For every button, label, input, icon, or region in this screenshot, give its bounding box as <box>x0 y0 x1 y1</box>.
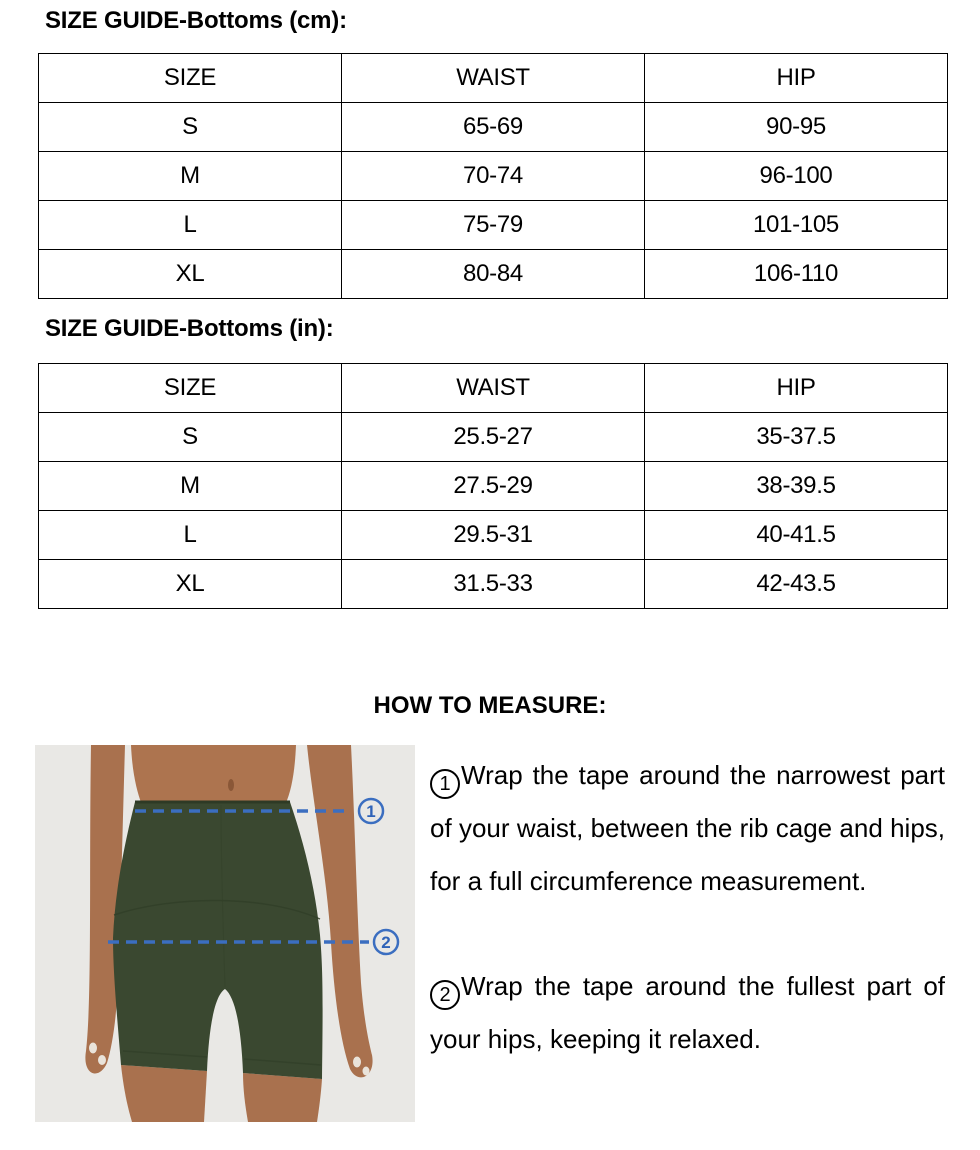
cell-waist: 27.5-29 <box>342 462 645 511</box>
header-hip: HIP <box>645 54 948 103</box>
right-hand-nail <box>353 1057 361 1068</box>
table-header-row <box>39 364 948 413</box>
instruction-step-1 <box>430 749 945 908</box>
table-header-row <box>39 54 948 103</box>
table-row <box>39 462 948 511</box>
navel <box>228 779 234 791</box>
instruction-step-2-text: Wrap the tape around the fullest part of your hips, keeping it relaxed. <box>430 971 945 1054</box>
left-hand-nail <box>98 1055 106 1065</box>
cell-hip: 106-110 <box>645 250 948 299</box>
model-illustration <box>35 745 415 1122</box>
cell-waist: 80-84 <box>342 250 645 299</box>
size-table-cm <box>38 53 948 299</box>
size-guide-in-title: SIZE GUIDE-Bottoms (in): <box>45 315 334 342</box>
cell-waist: 31.5-33 <box>342 560 645 609</box>
cell-waist: 75-79 <box>342 201 645 250</box>
cell-size: S <box>39 103 342 152</box>
cell-waist: 25.5-27 <box>342 413 645 462</box>
step-1-circled-number: 1 <box>430 769 460 799</box>
step-2-circled-number: 2 <box>430 980 460 1010</box>
cell-size: XL <box>39 560 342 609</box>
table-row <box>39 103 948 152</box>
cell-hip: 42-43.5 <box>645 560 948 609</box>
table-row <box>39 250 948 299</box>
measure-instructions <box>430 749 945 1066</box>
model-left-leg <box>121 1065 207 1122</box>
size-guide-cm-title: SIZE GUIDE-Bottoms (cm): <box>45 7 347 34</box>
header-size: SIZE <box>39 364 342 413</box>
cell-size: L <box>39 201 342 250</box>
cell-waist: 65-69 <box>342 103 645 152</box>
cell-hip: 96-100 <box>645 152 948 201</box>
header-waist: WAIST <box>342 54 645 103</box>
table-row <box>39 413 948 462</box>
cell-size: M <box>39 462 342 511</box>
cell-hip: 101-105 <box>645 201 948 250</box>
model-right-leg <box>243 1073 322 1122</box>
right-hand-nail <box>363 1067 370 1076</box>
cell-size: M <box>39 152 342 201</box>
table-row <box>39 511 948 560</box>
cell-size: L <box>39 511 342 560</box>
waist-marker-number: 1 <box>366 802 376 821</box>
cell-hip: 38-39.5 <box>645 462 948 511</box>
table-row <box>39 152 948 201</box>
cell-size: XL <box>39 250 342 299</box>
header-size: SIZE <box>39 54 342 103</box>
cell-hip: 40-41.5 <box>645 511 948 560</box>
table-row <box>39 560 948 609</box>
header-waist: WAIST <box>342 364 645 413</box>
cell-waist: 29.5-31 <box>342 511 645 560</box>
cell-waist: 70-74 <box>342 152 645 201</box>
instruction-step-2 <box>430 960 945 1066</box>
table-row <box>39 201 948 250</box>
measurement-photo <box>35 745 415 1122</box>
cell-size: S <box>39 413 342 462</box>
left-hand-nail <box>89 1043 97 1054</box>
instruction-step-1-text: Wrap the tape around the narrowest part of your waist, between the rib cage and hips, for a full circumference measurement. <box>430 760 945 896</box>
model-torso <box>131 745 296 805</box>
size-table-in <box>38 363 948 609</box>
how-to-measure-title: HOW TO MEASURE: <box>373 692 607 719</box>
cell-hip: 90-95 <box>645 103 948 152</box>
hip-marker-number: 2 <box>381 933 391 952</box>
header-hip: HIP <box>645 364 948 413</box>
cell-hip: 35-37.5 <box>645 413 948 462</box>
